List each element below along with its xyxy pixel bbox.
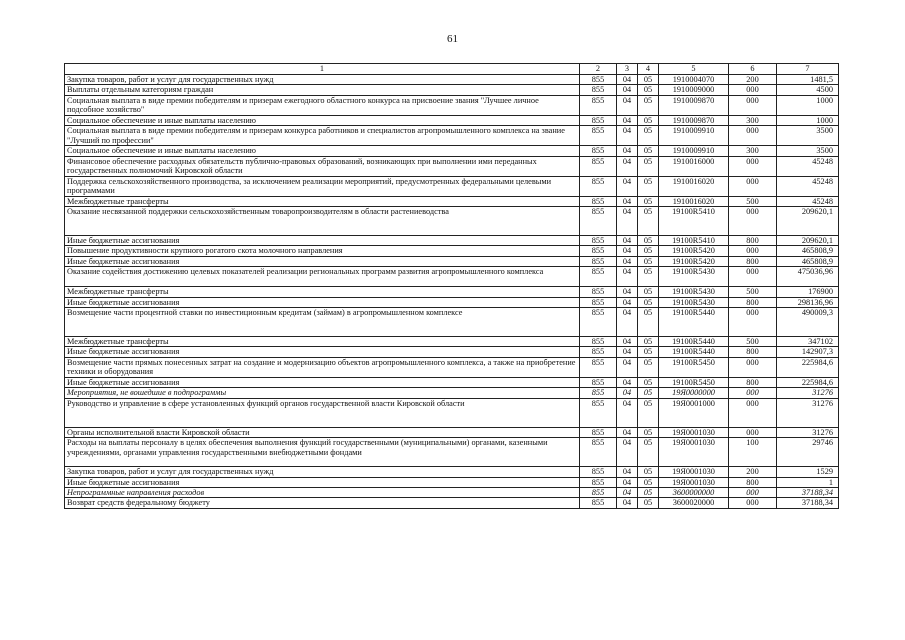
cell-subsection: 05 xyxy=(638,267,659,287)
cell-amount: 31276 xyxy=(777,398,839,427)
cell-section: 04 xyxy=(617,388,638,398)
cell-subsection: 05 xyxy=(638,337,659,347)
cell-grbs: 855 xyxy=(580,287,617,297)
cell-grbs: 855 xyxy=(580,146,617,156)
cell-section: 04 xyxy=(617,337,638,347)
table-row xyxy=(65,126,839,146)
cell-section: 04 xyxy=(617,156,638,176)
cell-grbs: 855 xyxy=(580,75,617,85)
cell-target-article: 1910016020 xyxy=(659,196,729,206)
cell-subsection: 05 xyxy=(638,487,659,497)
cell-target-article: 1910016020 xyxy=(659,176,729,196)
cell-grbs: 855 xyxy=(580,267,617,287)
cell-name: Межбюджетные трансферты xyxy=(65,196,580,206)
cell-section: 04 xyxy=(617,467,638,477)
cell-amount: 465808,9 xyxy=(777,256,839,266)
cell-amount: 37188,34 xyxy=(777,498,839,508)
cell-name: Иные бюджетные ассигнования xyxy=(65,297,580,307)
cell-expense-type: 800 xyxy=(729,297,777,307)
cell-subsection: 05 xyxy=(638,467,659,477)
cell-expense-type: 000 xyxy=(729,398,777,427)
cell-target-article: 19100R5450 xyxy=(659,357,729,377)
cell-name: Межбюджетные трансферты xyxy=(65,337,580,347)
cell-target-article: 19Я0001030 xyxy=(659,438,729,467)
cell-target-article: 19100R5410 xyxy=(659,207,729,236)
cell-section: 04 xyxy=(617,75,638,85)
cell-grbs: 855 xyxy=(580,115,617,125)
cell-amount: 225984,6 xyxy=(777,357,839,377)
cell-amount: 1529 xyxy=(777,467,839,477)
cell-target-article: 1910009870 xyxy=(659,95,729,115)
cell-section: 04 xyxy=(617,347,638,357)
budget-table xyxy=(64,63,839,509)
table-row xyxy=(65,207,839,236)
cell-section: 04 xyxy=(617,267,638,287)
cell-expense-type: 800 xyxy=(729,236,777,246)
cell-name: Иные бюджетные ассигнования xyxy=(65,377,580,387)
cell-target-article: 1910016000 xyxy=(659,156,729,176)
table-row xyxy=(65,75,839,85)
cell-subsection: 05 xyxy=(638,236,659,246)
cell-name: Социальная выплата в виде премии победителям и призерам конкурса работников и специалистов агропромышленного комплекса на звание "Лучший по профессии" xyxy=(65,126,580,146)
cell-target-article: 1910004070 xyxy=(659,75,729,85)
cell-name: Иные бюджетные ассигнования xyxy=(65,347,580,357)
cell-amount: 1 xyxy=(777,477,839,487)
cell-subsection: 05 xyxy=(638,176,659,196)
cell-target-article: 19Я0000000 xyxy=(659,388,729,398)
cell-expense-type: 000 xyxy=(729,95,777,115)
cell-expense-type: 800 xyxy=(729,347,777,357)
cell-grbs: 855 xyxy=(580,236,617,246)
cell-subsection: 05 xyxy=(638,146,659,156)
cell-subsection: 05 xyxy=(638,85,659,95)
cell-subsection: 05 xyxy=(638,156,659,176)
column-header: 2 xyxy=(580,64,617,75)
header-row xyxy=(65,64,839,75)
cell-name: Мероприятия, не вошедшие в подпрограммы xyxy=(65,388,580,398)
cell-target-article: 19Я0001030 xyxy=(659,427,729,437)
cell-grbs: 855 xyxy=(580,196,617,206)
cell-amount: 209620,1 xyxy=(777,236,839,246)
table-row xyxy=(65,377,839,387)
cell-grbs: 855 xyxy=(580,85,617,95)
cell-amount: 209620,1 xyxy=(777,207,839,236)
table-row xyxy=(65,347,839,357)
cell-subsection: 05 xyxy=(638,75,659,85)
cell-section: 04 xyxy=(617,297,638,307)
cell-subsection: 05 xyxy=(638,498,659,508)
cell-target-article: 1910009000 xyxy=(659,85,729,95)
cell-amount: 1481,5 xyxy=(777,75,839,85)
cell-amount: 347102 xyxy=(777,337,839,347)
cell-amount: 225984,6 xyxy=(777,377,839,387)
cell-grbs: 855 xyxy=(580,487,617,497)
cell-subsection: 05 xyxy=(638,427,659,437)
cell-subsection: 05 xyxy=(638,196,659,206)
cell-grbs: 855 xyxy=(580,207,617,236)
table-row xyxy=(65,398,839,427)
cell-subsection: 05 xyxy=(638,388,659,398)
cell-name: Возмещение части прямых понесенных затрат на создание и модернизацию объектов агропромышленного комплекса, а также на приобретение техники и оборудования xyxy=(65,357,580,377)
cell-expense-type: 800 xyxy=(729,377,777,387)
cell-amount: 45248 xyxy=(777,176,839,196)
table-row xyxy=(65,115,839,125)
cell-target-article: 19100R5420 xyxy=(659,256,729,266)
cell-target-article: 1910009870 xyxy=(659,115,729,125)
column-header: 4 xyxy=(638,64,659,75)
cell-section: 04 xyxy=(617,146,638,156)
column-header: 3 xyxy=(617,64,638,75)
cell-expense-type: 300 xyxy=(729,115,777,125)
column-header: 5 xyxy=(659,64,729,75)
cell-amount: 29746 xyxy=(777,438,839,467)
table-row xyxy=(65,477,839,487)
cell-amount: 475036,96 xyxy=(777,267,839,287)
cell-name: Возмещение части процентной ставки по инвестиционным кредитам (займам) в агропромышленном комплексе xyxy=(65,308,580,337)
cell-name: Финансовое обеспечение расходных обязательств публично-правовых образований, возникающих при выполнении ими переданных государственных полномочий Кировской области xyxy=(65,156,580,176)
cell-section: 04 xyxy=(617,308,638,337)
cell-target-article: 19100R5420 xyxy=(659,246,729,256)
cell-amount: 1000 xyxy=(777,115,839,125)
cell-amount: 298136,96 xyxy=(777,297,839,307)
cell-subsection: 05 xyxy=(638,297,659,307)
cell-section: 04 xyxy=(617,357,638,377)
cell-target-article: 19Я0001030 xyxy=(659,477,729,487)
cell-expense-type: 000 xyxy=(729,156,777,176)
cell-section: 04 xyxy=(617,207,638,236)
cell-name: Закупка товаров, работ и услуг для государственных нужд xyxy=(65,467,580,477)
cell-grbs: 855 xyxy=(580,477,617,487)
table-row xyxy=(65,467,839,477)
cell-grbs: 855 xyxy=(580,498,617,508)
cell-target-article: 19100R5440 xyxy=(659,347,729,357)
cell-grbs: 855 xyxy=(580,398,617,427)
cell-amount: 3500 xyxy=(777,126,839,146)
cell-grbs: 855 xyxy=(580,95,617,115)
cell-expense-type: 800 xyxy=(729,477,777,487)
cell-target-article: 19100R5410 xyxy=(659,236,729,246)
cell-subsection: 05 xyxy=(638,256,659,266)
cell-subsection: 05 xyxy=(638,246,659,256)
cell-grbs: 855 xyxy=(580,246,617,256)
cell-expense-type: 000 xyxy=(729,308,777,337)
cell-target-article: 19100R5440 xyxy=(659,308,729,337)
cell-subsection: 05 xyxy=(638,115,659,125)
cell-expense-type: 500 xyxy=(729,337,777,347)
cell-expense-type: 800 xyxy=(729,256,777,266)
cell-subsection: 05 xyxy=(638,126,659,146)
cell-section: 04 xyxy=(617,256,638,266)
cell-grbs: 855 xyxy=(580,427,617,437)
table-row xyxy=(65,85,839,95)
cell-amount: 142907,3 xyxy=(777,347,839,357)
cell-section: 04 xyxy=(617,287,638,297)
cell-expense-type: 000 xyxy=(729,427,777,437)
cell-subsection: 05 xyxy=(638,95,659,115)
table-row xyxy=(65,236,839,246)
cell-grbs: 855 xyxy=(580,126,617,146)
cell-target-article: 1910009910 xyxy=(659,126,729,146)
cell-grbs: 855 xyxy=(580,467,617,477)
cell-target-article: 19100R5430 xyxy=(659,297,729,307)
cell-amount: 176900 xyxy=(777,287,839,297)
cell-target-article: 19100R5430 xyxy=(659,267,729,287)
cell-amount: 465808,9 xyxy=(777,246,839,256)
cell-section: 04 xyxy=(617,477,638,487)
cell-section: 04 xyxy=(617,377,638,387)
cell-subsection: 05 xyxy=(638,287,659,297)
table-row xyxy=(65,256,839,266)
table-row xyxy=(65,308,839,337)
table-row xyxy=(65,287,839,297)
page-number: 61 xyxy=(447,33,458,45)
cell-section: 04 xyxy=(617,196,638,206)
cell-section: 04 xyxy=(617,398,638,427)
cell-section: 04 xyxy=(617,126,638,146)
table-row xyxy=(65,146,839,156)
cell-target-article: 19Я0001000 xyxy=(659,398,729,427)
cell-section: 04 xyxy=(617,176,638,196)
cell-grbs: 855 xyxy=(580,176,617,196)
cell-name: Оказание несвязанной поддержки сельскохозяйственным товаропроизводителям в области растениеводства xyxy=(65,207,580,236)
cell-subsection: 05 xyxy=(638,308,659,337)
cell-section: 04 xyxy=(617,438,638,467)
cell-name: Возврат средств федеральному бюджету xyxy=(65,498,580,508)
cell-name: Социальная выплата в виде премии победителям и призерам ежегодного областного конкурса на присвоение звания "Лучшее личное подсобное хозяйство" xyxy=(65,95,580,115)
cell-amount: 45248 xyxy=(777,196,839,206)
cell-subsection: 05 xyxy=(638,477,659,487)
table-row xyxy=(65,388,839,398)
cell-name: Органы исполнительной власти Кировской области xyxy=(65,427,580,437)
cell-expense-type: 000 xyxy=(729,176,777,196)
cell-name: Руководство и управление в сфере установленных функций органов государственной власти Кировской области xyxy=(65,398,580,427)
table-row xyxy=(65,267,839,287)
cell-amount: 37188,34 xyxy=(777,487,839,497)
table-row xyxy=(65,487,839,497)
cell-section: 04 xyxy=(617,487,638,497)
cell-grbs: 855 xyxy=(580,438,617,467)
cell-section: 04 xyxy=(617,498,638,508)
cell-name: Иные бюджетные ассигнования xyxy=(65,256,580,266)
cell-name: Непрограммные направления расходов xyxy=(65,487,580,497)
table-row xyxy=(65,357,839,377)
cell-subsection: 05 xyxy=(638,347,659,357)
cell-amount: 45248 xyxy=(777,156,839,176)
cell-target-article: 19100R5430 xyxy=(659,287,729,297)
cell-amount: 1000 xyxy=(777,95,839,115)
cell-grbs: 855 xyxy=(580,156,617,176)
cell-expense-type: 500 xyxy=(729,196,777,206)
cell-target-article: 3600020000 xyxy=(659,498,729,508)
cell-amount: 490009,3 xyxy=(777,308,839,337)
cell-grbs: 855 xyxy=(580,297,617,307)
cell-subsection: 05 xyxy=(638,357,659,377)
cell-expense-type: 000 xyxy=(729,126,777,146)
cell-expense-type: 000 xyxy=(729,207,777,236)
cell-expense-type: 200 xyxy=(729,75,777,85)
table-row xyxy=(65,95,839,115)
cell-grbs: 855 xyxy=(580,357,617,377)
column-header: 7 xyxy=(777,64,839,75)
cell-amount: 3500 xyxy=(777,146,839,156)
table-row xyxy=(65,297,839,307)
table-row xyxy=(65,427,839,437)
cell-name: Иные бюджетные ассигнования xyxy=(65,477,580,487)
cell-target-article: 1910009910 xyxy=(659,146,729,156)
cell-expense-type: 000 xyxy=(729,487,777,497)
table-row xyxy=(65,156,839,176)
cell-name: Социальное обеспечение и иные выплаты населению xyxy=(65,146,580,156)
cell-target-article: 19Я0001030 xyxy=(659,467,729,477)
cell-name: Межбюджетные трансферты xyxy=(65,287,580,297)
cell-expense-type: 000 xyxy=(729,267,777,287)
cell-grbs: 855 xyxy=(580,377,617,387)
cell-expense-type: 300 xyxy=(729,146,777,156)
cell-name: Оказание содействия достижению целевых показателей реализации региональных программ развития агропромышленного комплекса xyxy=(65,267,580,287)
cell-expense-type: 100 xyxy=(729,438,777,467)
cell-subsection: 05 xyxy=(638,377,659,387)
cell-name: Повышение продуктивности крупного рогатого скота молочного направления xyxy=(65,246,580,256)
cell-grbs: 855 xyxy=(580,337,617,347)
cell-section: 04 xyxy=(617,85,638,95)
cell-section: 04 xyxy=(617,95,638,115)
cell-name: Поддержка сельскохозяйственного производства, за исключением реализации мероприятий, предусмотренных федеральными целевыми программами xyxy=(65,176,580,196)
column-header: 6 xyxy=(729,64,777,75)
cell-section: 04 xyxy=(617,236,638,246)
cell-grbs: 855 xyxy=(580,308,617,337)
cell-name: Расходы на выплаты персоналу в целях обеспечения выполнения функций государственными (муниципальными) органами, казенными учреждениями, органами управления государственными внебюджетными фондами xyxy=(65,438,580,467)
cell-expense-type: 200 xyxy=(729,467,777,477)
table-row xyxy=(65,498,839,508)
cell-expense-type: 000 xyxy=(729,498,777,508)
cell-amount: 4500 xyxy=(777,85,839,95)
cell-section: 04 xyxy=(617,427,638,437)
cell-name: Социальное обеспечение и иные выплаты населению xyxy=(65,115,580,125)
table-row xyxy=(65,438,839,467)
column-header: 1 xyxy=(65,64,580,75)
cell-name: Выплаты отдельным категориям граждан xyxy=(65,85,580,95)
cell-target-article: 3600000000 xyxy=(659,487,729,497)
cell-expense-type: 500 xyxy=(729,287,777,297)
cell-subsection: 05 xyxy=(638,207,659,236)
cell-amount: 31276 xyxy=(777,388,839,398)
cell-amount: 31276 xyxy=(777,427,839,437)
cell-expense-type: 000 xyxy=(729,357,777,377)
cell-grbs: 855 xyxy=(580,388,617,398)
cell-section: 04 xyxy=(617,115,638,125)
table-row xyxy=(65,176,839,196)
cell-expense-type: 000 xyxy=(729,85,777,95)
cell-target-article: 19100R5450 xyxy=(659,377,729,387)
cell-name: Закупка товаров, работ и услуг для государственных нужд xyxy=(65,75,580,85)
cell-grbs: 855 xyxy=(580,347,617,357)
cell-target-article: 19100R5440 xyxy=(659,337,729,347)
table-row xyxy=(65,196,839,206)
cell-name: Иные бюджетные ассигнования xyxy=(65,236,580,246)
cell-grbs: 855 xyxy=(580,256,617,266)
cell-subsection: 05 xyxy=(638,398,659,427)
cell-section: 04 xyxy=(617,246,638,256)
table-row xyxy=(65,337,839,347)
cell-expense-type: 000 xyxy=(729,246,777,256)
cell-expense-type: 000 xyxy=(729,388,777,398)
cell-subsection: 05 xyxy=(638,438,659,467)
table-row xyxy=(65,246,839,256)
